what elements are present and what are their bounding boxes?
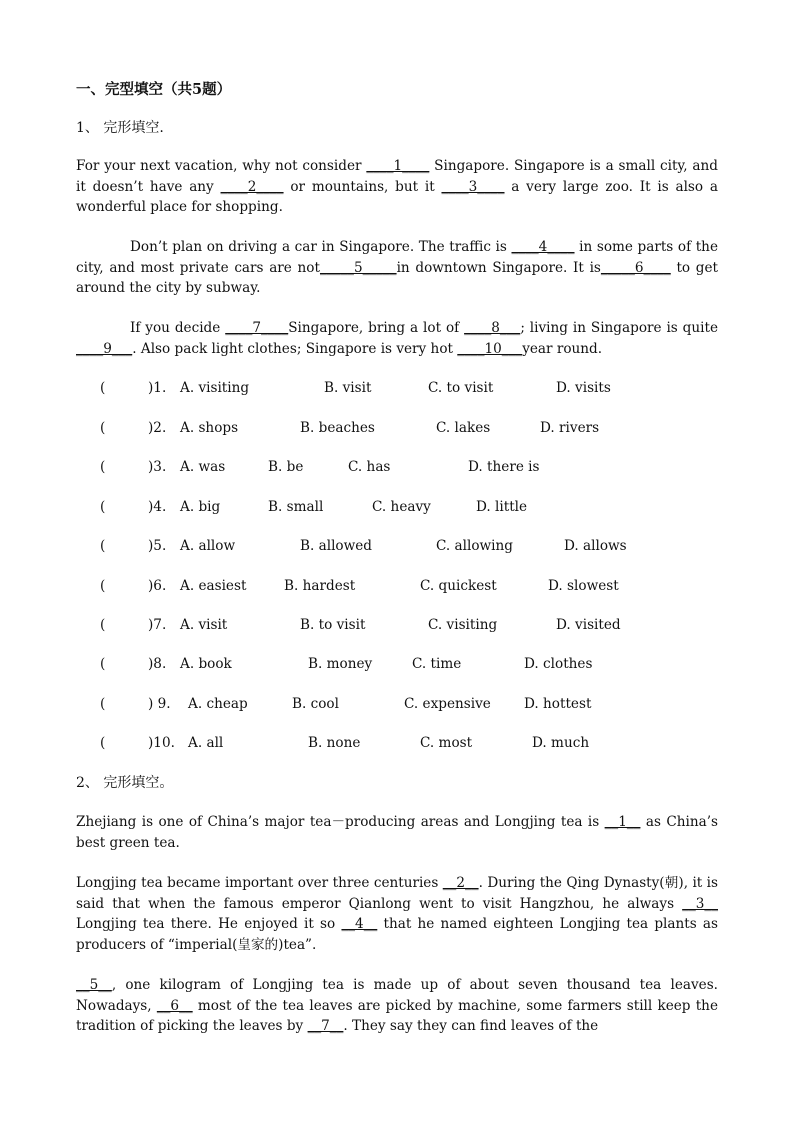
option-number: )1. (148, 380, 167, 396)
option-c: C. heavy (372, 499, 431, 515)
option-a: A. was (180, 459, 226, 475)
answer-paren: ( (100, 696, 106, 712)
passage-2-paragraph-3 (76, 975, 718, 1037)
option-number: )4. (148, 499, 167, 515)
option-a: A. visiting (180, 380, 250, 396)
passage-text: , one kilogram of Longjing tea is made up of about seven thousand tea leaves. Nowadays, (76, 977, 718, 1014)
passage-text: Longjing tea became important over three centuries (76, 875, 443, 891)
option-a: A. book (180, 656, 232, 672)
option-number: )6. (148, 578, 167, 594)
passage-text: that he named eighteen Longjing tea plants as producers of “imperial(皇家的)tea”. (76, 916, 718, 953)
passage-1-paragraph-1 (76, 156, 718, 218)
answer-paren: ( (100, 499, 106, 515)
answer-paren: ( (100, 735, 106, 751)
answer-paren: ( (100, 578, 106, 594)
answer-blank: _____6____ (600, 259, 671, 276)
passage-text: or mountains, but it (283, 178, 442, 195)
answer-blank: __1__ (604, 814, 641, 830)
answer-blank: __2__ (442, 875, 479, 891)
answer-blank: ____2____ (220, 178, 284, 195)
option-b: B. visit (324, 380, 372, 396)
passage-text: most of the tea leaves are picked by machine, some farmers still keep the tradition of picking the leaves by (76, 997, 718, 1034)
answer-blank: __7__ (307, 1018, 344, 1034)
answer-blank: ____10___ (457, 340, 523, 357)
answer-blank: __6__ (156, 997, 193, 1014)
answer-paren: ( (100, 380, 106, 396)
option-c: C. visiting (428, 617, 498, 633)
answer-paren: ( (100, 617, 106, 633)
option-b: B. money (308, 656, 373, 672)
option-d: D. hottest (524, 696, 592, 712)
option-b: B. to visit (300, 617, 366, 633)
answer-paren: ( (100, 459, 106, 475)
option-b: B. be (268, 459, 304, 475)
option-a: A. allow (180, 538, 236, 554)
option-c: C. allowing (436, 538, 513, 554)
option-d: D. slowest (548, 578, 619, 594)
option-a: A. shops (180, 420, 239, 436)
passage-1-paragraph-3 (76, 318, 718, 359)
option-c: C. has (348, 459, 391, 475)
answer-paren: ( (100, 538, 106, 554)
option-c: C. time (412, 656, 462, 672)
option-b: B. allowed (300, 538, 372, 554)
option-d: D. little (476, 499, 528, 515)
option-b: B. beaches (300, 420, 375, 436)
option-d: D. allows (564, 538, 627, 554)
option-number: )2. (148, 420, 167, 436)
passage-text: year round. (522, 340, 603, 357)
answer-paren: ( (100, 420, 106, 436)
option-number: ) 9. (148, 696, 171, 712)
option-b: B. none (308, 735, 361, 751)
option-c: C. expensive (404, 696, 491, 712)
passage-text: . Also pack light clothes; Singapore is very hot (132, 340, 458, 357)
answer-blank: __5__ (76, 977, 112, 993)
option-b: B. small (268, 499, 324, 515)
passage-text: a very large zoo. It is also a wonderful place for shopping. (76, 178, 718, 215)
passage-text: in downtown Singapore. It is (396, 259, 601, 276)
passage-text: in some parts of the city, and most private cars are not (76, 239, 718, 276)
option-d: D. clothes (524, 656, 593, 672)
passage-text: to get around the city by subway. (76, 259, 718, 296)
answer-blank: __3__ (682, 895, 718, 912)
option-d: D. rivers (540, 420, 600, 436)
answer-blank: ____8___ (464, 320, 521, 336)
passage-text: ; living in Singapore is quite (520, 320, 718, 336)
passage-2-paragraph-1 (76, 812, 718, 853)
option-number: )10. (148, 735, 175, 751)
answer-blank: ____9___ (76, 340, 133, 357)
passage-2-paragraph-2 (76, 873, 718, 955)
option-a: A. all (188, 735, 224, 751)
option-d: D. visited (556, 617, 621, 633)
passage-1-paragraph-2 (76, 237, 718, 299)
answer-blank: ____4____ (511, 239, 575, 255)
answer-blank: ____7____ (225, 320, 289, 336)
answer-blank: ____1____ (366, 158, 430, 174)
option-c: C. most (420, 735, 473, 751)
option-a: A. easiest (180, 578, 247, 594)
option-number: )5. (148, 538, 167, 554)
passage-text: Longjing tea there. He enjoyed it so (76, 916, 342, 932)
passage-text: . They say they can find leaves of the (343, 1018, 599, 1034)
option-number: )8. (148, 656, 167, 672)
passage-text: If you decide (130, 320, 226, 336)
option-b: B. cool (292, 696, 339, 712)
option-a: A. cheap (188, 696, 248, 712)
option-d: D. visits (556, 380, 611, 396)
question-2-title: 2、 完形填空。 (76, 775, 174, 791)
answer-blank: __4__ (341, 916, 378, 932)
option-c: C. quickest (420, 578, 497, 594)
passage-text: Zhejiang is one of China’s major tea－producing areas and Longjing tea is (76, 814, 605, 830)
option-c: C. to visit (428, 380, 494, 396)
answer-blank: _____5_____ (319, 259, 397, 276)
option-d: D. there is (468, 459, 540, 475)
option-a: A. big (180, 499, 221, 515)
option-b: B. hardest (284, 578, 356, 594)
option-d: D. much (532, 735, 590, 751)
answer-paren: ( (100, 656, 106, 672)
question-1-title: 1、 完形填空. (76, 120, 164, 136)
passage-text: as China’s best green tea. (76, 814, 718, 851)
option-a: A. visit (180, 617, 228, 633)
passage-text: Singapore, bring a lot of (288, 320, 465, 336)
option-number: )3. (148, 459, 167, 475)
section-title: 一、完型填空（共5题） (76, 81, 232, 98)
passage-text: . During the Qing Dynasty(朝), it is said that when the famous emperor Qianlong went to visit Hangzhou, he always (76, 875, 718, 912)
passage-text: For your next vacation, why not consider (76, 158, 367, 174)
passage-text: Singapore. Singapore is a small city, and it doesn’t have any (76, 158, 718, 195)
passage-text: Don’t plan on driving a car in Singapore. The traffic is (130, 239, 512, 255)
option-number: )7. (148, 617, 167, 633)
option-c: C. lakes (436, 420, 491, 436)
answer-blank: ____3____ (441, 178, 505, 195)
